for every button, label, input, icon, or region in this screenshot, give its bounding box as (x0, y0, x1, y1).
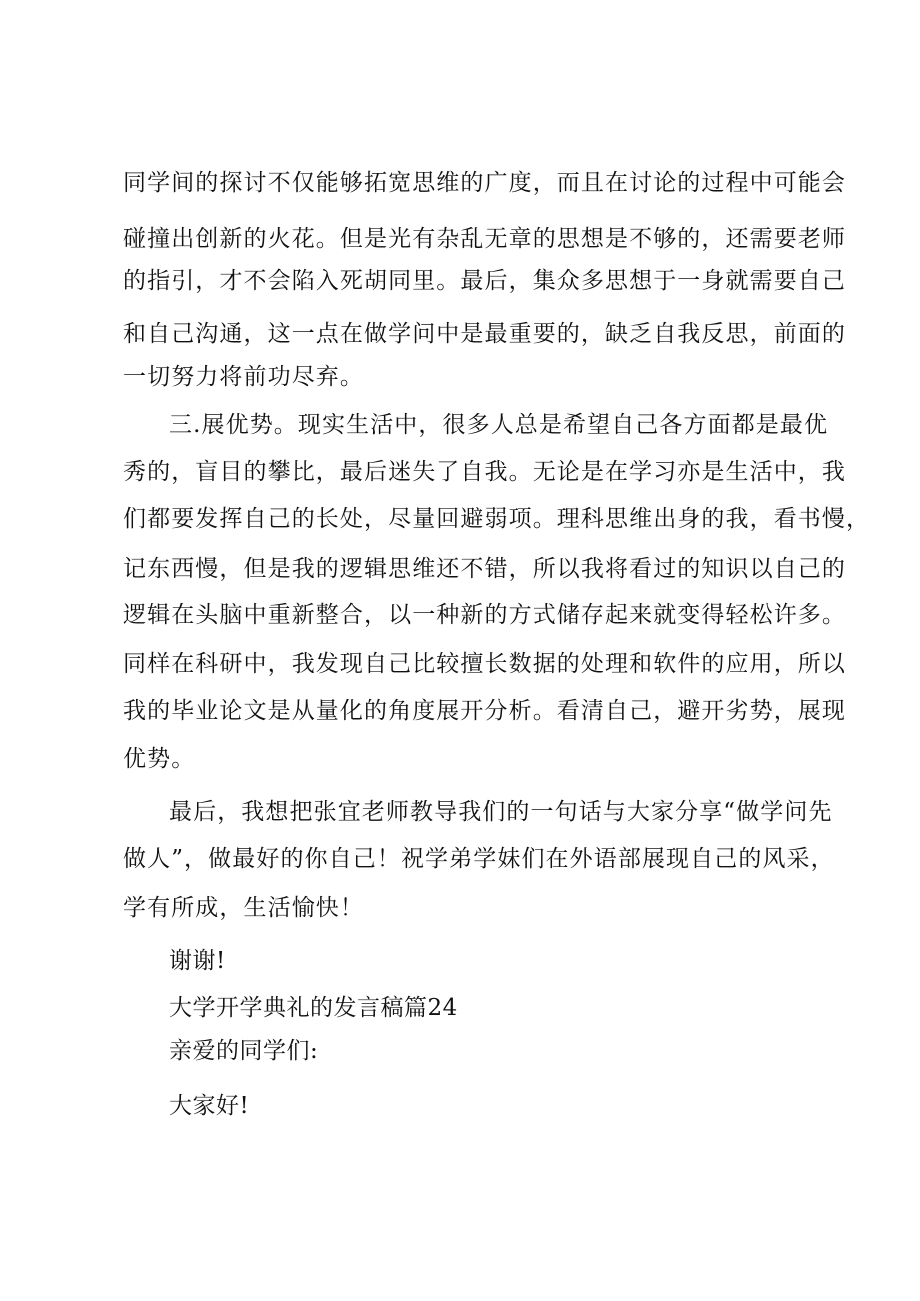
paragraph-1-line-3: 的指引，才不会陷入死胡同里。最后，集众多思想于一身就需要自己 (123, 268, 846, 294)
paragraph-3-line-2: 做人”，做最好的你自己！祝学弟学妹们在外语部展现自己的风采， (123, 846, 835, 872)
paragraph-1-line-1: 同学间的探讨不仅能够拓宽思维的广度，而且在讨论的过程中可能会 (123, 170, 846, 196)
paragraph-2-line-7: 我的毕业论文是从量化的角度展开分析。看清自己，避开劣势，展现 (123, 698, 846, 724)
paragraph-3-line-3: 学有所成，生活愉快！ (123, 895, 364, 921)
paragraph-2-line-8: 优势。 (123, 746, 196, 772)
thanks-text: 谢谢! (169, 948, 226, 974)
paragraph-1-line-4: 和自己沟通，这一点在做学问中是最重要的，缺乏自我反思，前面的 (123, 321, 846, 347)
paragraph-2-line-4: 记东西慢，但是我的逻辑思维还不错，所以我将看过的知识以自己的 (123, 556, 846, 582)
paragraph-2-line-5: 逻辑在头脑中重新整合，以一种新的方式储存起来就变得轻松许多。 (123, 602, 846, 628)
paragraph-2-line-2: 秀的，盲目的攀比，最后迷失了自我。无论是在学习亦是生活中，我 (123, 459, 846, 485)
greeting-text: 亲爱的同学们: (169, 1038, 319, 1064)
section-title: 大学开学典礼的发言稿篇24 (169, 995, 458, 1021)
paragraph-3-line-1: 最后，我想把张宜老师教导我们的一句话与大家分享“做学问先 (169, 799, 833, 825)
paragraph-1-line-2: 碰撞出创新的火花。但是光有杂乱无章的思想是不够的，还需要老师 (123, 226, 846, 252)
paragraph-1-line-5: 一切努力将前功尽弃。 (123, 364, 364, 390)
hello-text: 大家好! (169, 1093, 250, 1119)
paragraph-2-line-6: 同样在科研中，我发现自己比较擅长数据的处理和软件的应用，所以 (123, 651, 846, 677)
paragraph-2-line-1: 三.展优势。现实生活中，很多人总是希望自己各方面都是最优 (169, 412, 829, 438)
paragraph-2-line-3: 们都要发挥自己的长处，尽量回避弱项。理科思维出身的我，看书慢， (123, 506, 871, 532)
